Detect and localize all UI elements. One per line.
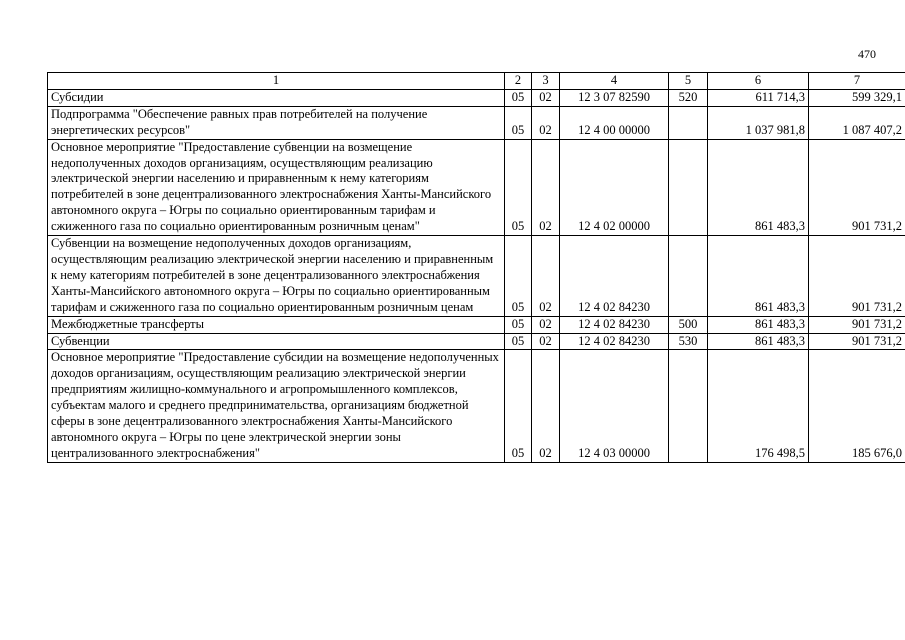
- expense-type-code: [669, 236, 708, 317]
- amount-col6: 861 483,3: [708, 236, 809, 317]
- table-row: [48, 89, 905, 106]
- target-article-code: 12 4 02 00000: [560, 139, 669, 235]
- target-article-code: 12 4 03 00000: [560, 350, 669, 462]
- amount-col7: 185 676,0: [809, 350, 905, 462]
- target-article-code: 12 4 02 84230: [560, 333, 669, 350]
- target-article-code: 12 4 02 84230: [560, 316, 669, 333]
- amount-col6: 861 483,3: [708, 333, 809, 350]
- target-article-code: 12 3 07 82590: [560, 89, 669, 106]
- expense-type-code: [669, 106, 708, 139]
- section-code: 05: [505, 139, 532, 235]
- column-header: 1: [48, 73, 505, 90]
- column-header: 2: [505, 73, 532, 90]
- column-header: 3: [532, 73, 560, 90]
- row-name: Подпрограмма "Обеспечение равных прав потребителей на получение энергетических ресурсов": [48, 106, 505, 139]
- table-header-row: [48, 73, 905, 90]
- subsection-code: 02: [532, 333, 560, 350]
- section-code: 05: [505, 236, 532, 317]
- page-number: 470: [858, 47, 876, 61]
- column-header: 5: [669, 73, 708, 90]
- amount-col6: 611 714,3: [708, 89, 809, 106]
- row-name: Основное мероприятие "Предоставление субсидии на возмещение недополученных доходов организациям, осуществляющим реализацию электрической энергии предприятиям жилищно-коммунального и агропромышленного комплексов, субъектам малого и среднего предпринимательства, организациям бюджетной сферы в зоне децентрализованного электроснабжения Ханты-Мансийского автономного округа – Югры по цене электрической энергии зоны централизованного электроснабжения": [48, 350, 505, 462]
- table-row: [48, 139, 905, 235]
- table-row: [48, 333, 905, 350]
- column-header: 4: [560, 73, 669, 90]
- column-header: 6: [708, 73, 809, 90]
- amount-col6: 861 483,3: [708, 316, 809, 333]
- amount-col7: 901 731,2: [809, 316, 905, 333]
- subsection-code: 02: [532, 236, 560, 317]
- row-name: Межбюджетные трансферты: [48, 316, 505, 333]
- amount-col7: 901 731,2: [809, 333, 905, 350]
- table-row: [48, 316, 905, 333]
- budget-table: [47, 72, 905, 463]
- section-code: 05: [505, 106, 532, 139]
- section-code: 05: [505, 89, 532, 106]
- amount-col7: 1 087 407,2: [809, 106, 905, 139]
- subsection-code: 02: [532, 106, 560, 139]
- expense-type-code: [669, 350, 708, 462]
- table-row: [48, 350, 905, 462]
- expense-type-code: 520: [669, 89, 708, 106]
- target-article-code: 12 4 02 84230: [560, 236, 669, 317]
- subsection-code: 02: [532, 316, 560, 333]
- row-name: Основное мероприятие "Предоставление субвенции на возмещение недополученных доходов организациям, осуществляющим реализацию электрической энергии населению и приравненным к нему категориям потребителей в зоне децентрализованного электроснабжения Ханты-Мансийского автономного округа – Югры по социально ориентированным тарифам и сжиженного газа по социально ориентированным розничным ценам": [48, 139, 505, 235]
- section-code: 05: [505, 333, 532, 350]
- expense-type-code: 530: [669, 333, 708, 350]
- table-row: [48, 236, 905, 317]
- section-code: 05: [505, 350, 532, 462]
- amount-col7: 901 731,2: [809, 139, 905, 235]
- subsection-code: 02: [532, 139, 560, 235]
- expense-type-code: 500: [669, 316, 708, 333]
- amount-col7: 599 329,1: [809, 89, 905, 106]
- subsection-code: 02: [532, 89, 560, 106]
- amount-col6: 1 037 981,8: [708, 106, 809, 139]
- row-name: Субвенции на возмещение недополученных доходов организациям, осуществляющим реализацию электрической энергии населению и приравненным к нему категориям потребителей в зоне децентрализованного электроснабжения Ханты-Мансийского автономного округа – Югры по социально ориентированным тарифам и сжиженного газа по социально ориентированным розничным ценам: [48, 236, 505, 317]
- column-header: 7: [809, 73, 905, 90]
- amount-col7: 901 731,2: [809, 236, 905, 317]
- table-row: [48, 106, 905, 139]
- row-name: Субсидии: [48, 89, 505, 106]
- target-article-code: 12 4 00 00000: [560, 106, 669, 139]
- amount-col6: 176 498,5: [708, 350, 809, 462]
- amount-col6: 861 483,3: [708, 139, 809, 235]
- expense-type-code: [669, 139, 708, 235]
- section-code: 05: [505, 316, 532, 333]
- subsection-code: 02: [532, 350, 560, 462]
- row-name: Субвенции: [48, 333, 505, 350]
